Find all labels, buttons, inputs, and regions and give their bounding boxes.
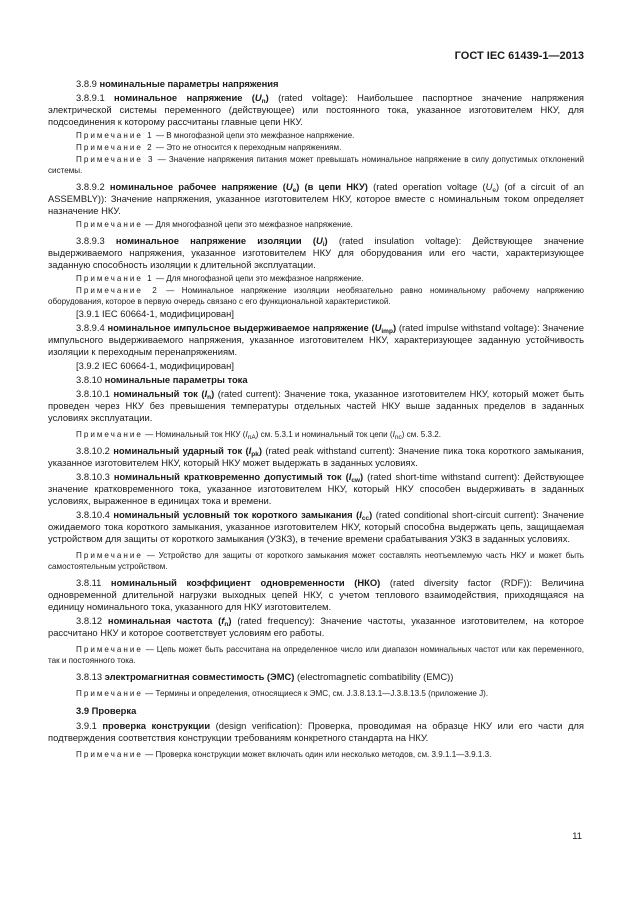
note-paragraph: Примечание 1 — В многофазной цепи это межфазное напряжение.	[76, 131, 355, 140]
definition-paragraph: 3.8.12 номинальная частота $(f_n)$ (rated frequency): Значение частоты, указанное изготовителем, на которое рассчитано НКУ и которое соответствует условиям его работы.	[48, 615, 585, 638]
definition-paragraph: 3.8.10.4 номинальный условный ток короткого замыкания $(I_{cc})$ (rated conditional short-circuit current): Значение ожидаемого тока короткого замыкания, указанное изготовителем НКУ, который способна выдержать цепь, защищаемая устройством для защиты от короткого замыкания (УЗКЗ), в течение времени срабатывания УЗКЗ в заданных условиях.	[48, 509, 584, 544]
definition-paragraph: 3.8.9.4 номинальное импульсное выдерживаемое напряжение $(U_{imp})$ (rated impulse withstand voltage): Значение импульсного выдерживаемого напряжения, указанное изготовителем НКУ, характеризующее заданную устойчивость изоляции к переходным перенапряжениям.	[48, 322, 584, 357]
note-paragraph: Примечание 1 — Для многофазной цепи это межфазное напряжение.	[76, 274, 364, 283]
note-paragraph: Примечание — Термины и определения, относящиеся к ЭМС, см. J.3.8.13.1—J.3.8.13.5 (приложение J).	[76, 689, 489, 698]
definition-paragraph: 3.8.10.2 номинальный ударный ток $(I_{pk})$ (rated peak withstand current): Значение пика тока короткого замыкания, указанное изготовителем НКУ, который НКУ может выдержать в заданных условиях.	[48, 445, 584, 468]
definition-paragraph: 3.8.11 номинальный коэффициент одновременности (НКО) (rated diversity factor (RDF)): Величина одновременной длительной нагрузки выходных цепей НКУ, с учетом теплового взаимодействия, приходящаяся на единицу номинального тока, указанного для НКУ изготовителем.	[48, 577, 584, 612]
note-paragraph: Примечание — Номинальный ток НКУ $(I_{nA})$ см. 5.3.1 и номинальный ток цепи $(I_{nc})$ см. 5.3.2.	[76, 430, 442, 441]
definition-paragraph: 3.8.9.2 номинальное рабочее напряжение $(U_e)$ (в цепи НКУ) (rated operation voltage $(U_e)$ (of a circuit of an ASSEMBLY)): Значение напряжения, указанное изготовителем НКУ, которое вместе с номинальным током определяет назначение НКУ.	[48, 181, 585, 216]
definition-paragraph: [3.9.2 IEC 60664-1, модифицирован]	[76, 360, 234, 371]
definition-paragraph: 3.8.9 номинальные параметры напряжения	[76, 78, 279, 89]
definition-paragraph: 3.8.13 электромагнитная совместимость (ЭМС) (electromagnetic combatibility (EMC))	[76, 671, 454, 682]
definition-paragraph: 3.8.9.1 номинальное напряжение $(U_n)$ (rated voltage): Наибольшее паспортное значение напряжения электрической системы переменного (действующее) или постоянного тока, указанное изготовителем НКУ, для подсоединения к которому рассчитаны главные цепи НКУ.	[48, 92, 585, 127]
definition-paragraph: [3.9.1 IEC 60664-1, модифицирован]	[76, 308, 234, 319]
definition-paragraph: 3.8.9.3 номинальное напряжение изоляции $(U_i)$ (rated insulation voltage): Действующее значение выдерживаемого напряжения, указанное изготовителем НКУ для оборудования или его части, характеризующее заданную способность изоляции к длительной эксплуатации.	[48, 235, 584, 270]
document-body	[48, 78, 584, 761]
definition-paragraph: 3.9.1 проверка конструкции (design verification): Проверка, проводимая на образце НКУ или его части для подтверждения соответствия конструкции требованиям конкретного стандарта на НКУ.	[48, 720, 584, 743]
definition-paragraph: 3.8.10 номинальные параметры тока	[76, 374, 248, 385]
note-paragraph: Примечание 3 — Значение напряжения питания может превышать номинальное напряжение в силу допустимых отклонений системы.	[48, 155, 584, 175]
note-paragraph: Примечание 2 — Это не относится к переходным напряжениям.	[76, 143, 342, 152]
section-heading: 3.9 Проверка	[76, 705, 137, 716]
definition-paragraph: 3.8.10.1 номинальный ток $(I_n)$ (rated current): Значение тока, указанное изготовителем НКУ, который может быть проведен через НКУ без превышения температуры отдельных частей НКУ выше заданных пределов в заданных условиях эксплуатации.	[48, 388, 584, 423]
document-code: ГОСТ IEC 61439-1—2013	[454, 50, 584, 62]
definition-paragraph: 3.8.10.3 номинальный кратковременно допустимый ток $(I_{cw})$ (rated short-time withstand current): Действующее значение кратковременного тока, указанное изготовителем НКУ, который НКУ способен выдерживать в заданных условиях, выраженное в единицах тока и времени.	[48, 471, 585, 506]
note-paragraph: Примечание — Устройство для защиты от короткого замыкания может составлять неотъемлемую часть НКУ и может быть самостоятельным устройством.	[48, 551, 584, 571]
note-paragraph: Примечание — Для многофазной цепи это межфазное напряжение.	[76, 220, 353, 229]
note-paragraph: Примечание 2 — Номинальное напряжение изоляции необязательно равно номинальному рабочему напряжению оборудования, которое в первую очередь связано с его функциональной характеристикой.	[48, 286, 584, 306]
note-paragraph: Примечание — Цепь может быть рассчитана на определенное число или диапазон номинальных частот или как переменного, так и постоянного тока.	[48, 645, 584, 665]
page-number: 11	[572, 830, 582, 841]
note-paragraph: Примечание — Проверка конструкции может включать один или несколько методов, см. 3.9.1.1—3.9.1.3.	[76, 750, 492, 759]
